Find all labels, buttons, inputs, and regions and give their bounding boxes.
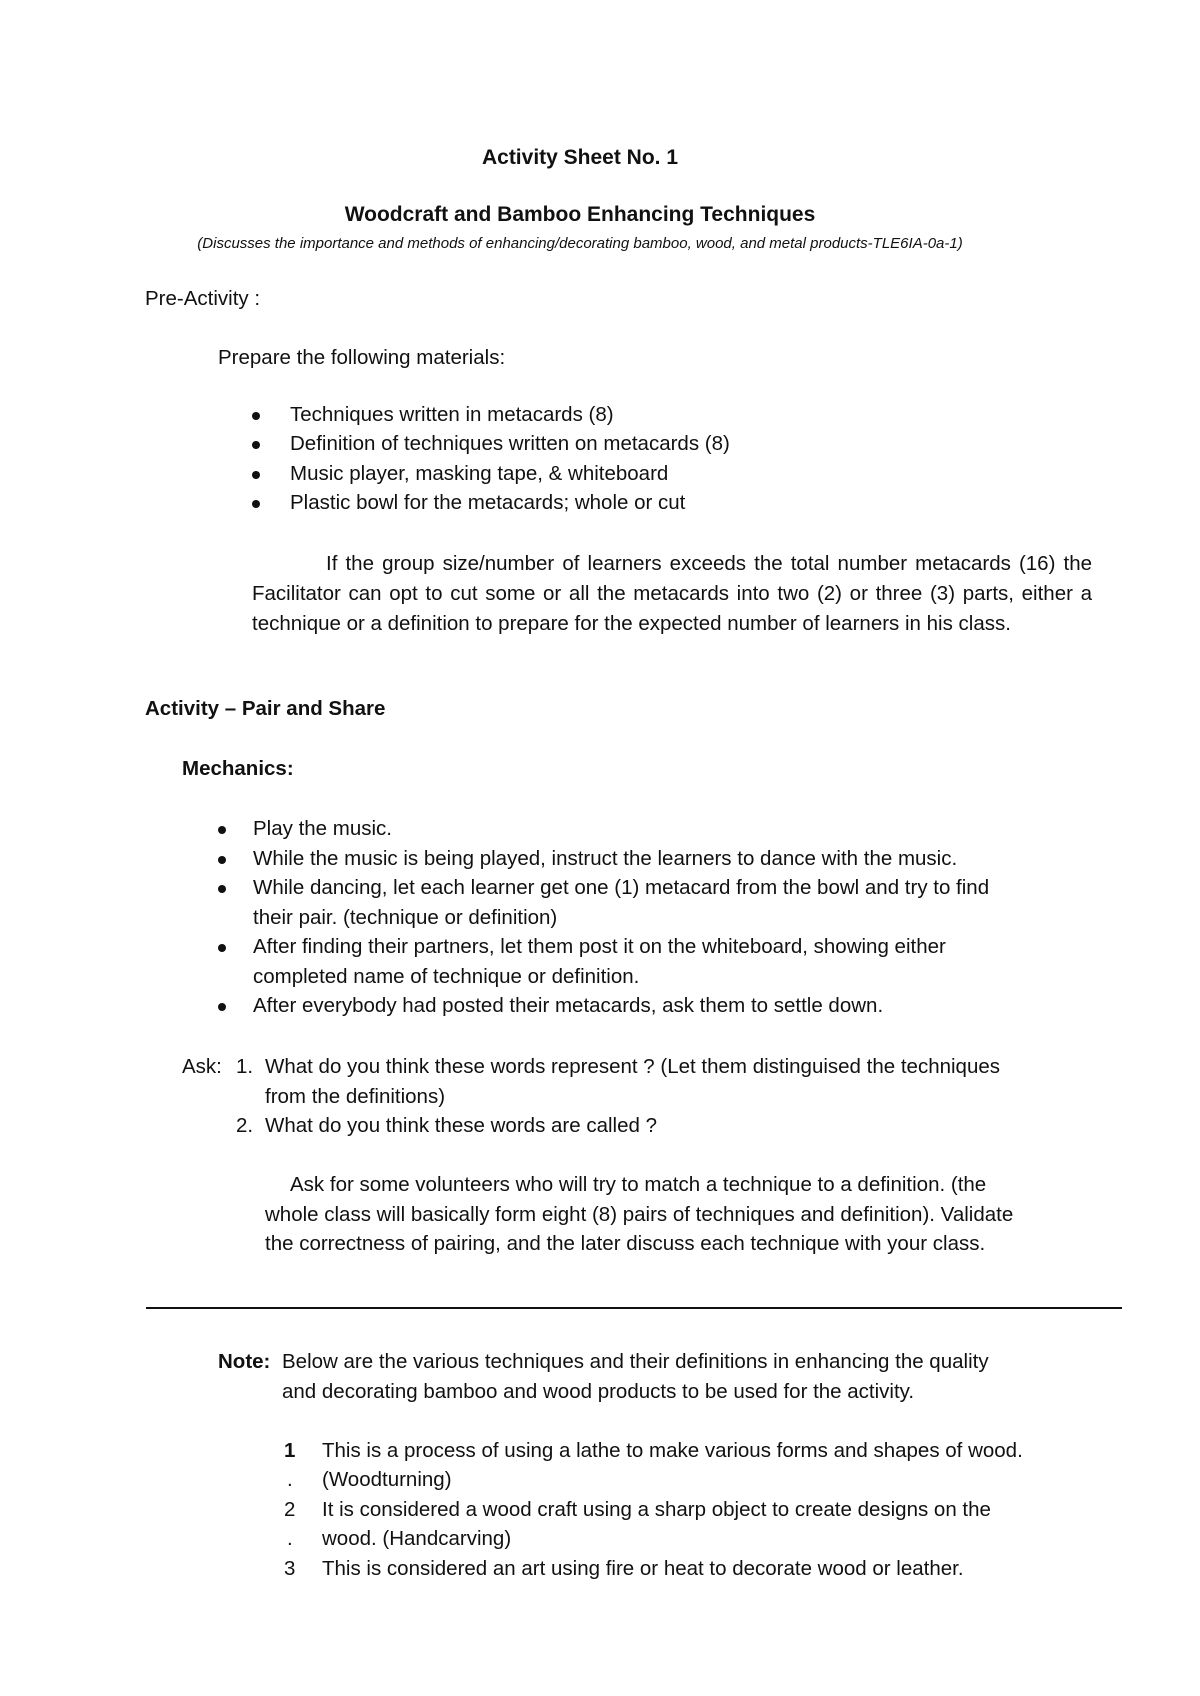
closing-line: the correctness of pairing, and the later discuss each technique with your class. (265, 1232, 986, 1255)
material-item: Music player, masking tape, & whiteboard (290, 462, 669, 485)
technique-number-dot: . (287, 1468, 293, 1491)
technique-number-dot: . (287, 1527, 293, 1550)
pre-activity-heading: Pre-Activity : (145, 287, 261, 310)
note-text: Below are the various techniques and their definitions in enhancing the quality (282, 1350, 989, 1373)
bullet-icon (252, 441, 260, 449)
question-number: 1. (236, 1055, 254, 1078)
bullet-icon (218, 826, 226, 834)
closing-line: whole class will basically form eight (8) pairs of techniques and definition). Validate (265, 1203, 1014, 1226)
technique-definition: This is a process of using a lathe to make various forms and shapes of wood. (322, 1439, 1023, 1462)
technique-number: 2 (284, 1498, 296, 1521)
technique-definition: It is considered a wood craft using a sharp object to create designs on the (322, 1498, 991, 1521)
question-number: 2. (236, 1114, 254, 1137)
activity-heading: Activity – Pair and Share (145, 697, 386, 720)
bullet-icon (218, 944, 226, 952)
note-label: Note: (218, 1350, 271, 1373)
subtitle: (Discusses the importance and methods of enhancing/decorating bamboo, wood, and metal products-TLE6IA-0a-1) (197, 235, 963, 252)
materials-intro: Prepare the following materials: (218, 346, 506, 369)
mechanics-step: While the music is being played, instruct the learners to dance with the music. (253, 847, 958, 870)
bullet-icon (252, 500, 260, 508)
material-item: Techniques written in metacards (8) (290, 403, 614, 426)
facilitator-paragraph: If the group size/number of learners exceeds the total number metacards (16) the Facilitator can opt to cut some or all the metacards into two (2) or three (3) parts, either a technique or a definition to prepare for the expected number of learners in his class. (252, 552, 1092, 635)
bullet-icon (252, 412, 260, 420)
technique-definition: This is considered an art using fire or heat to decorate wood or leather. (322, 1557, 964, 1580)
technique-definition-continued: wood. (Handcarving) (322, 1527, 512, 1550)
main-title: Woodcraft and Bamboo Enhancing Techniques (344, 203, 816, 226)
technique-number: 1 (284, 1439, 296, 1462)
ask-label: Ask: (182, 1055, 222, 1078)
bullet-icon (252, 471, 260, 479)
mechanics-step: Play the music. (253, 817, 392, 840)
mechanics-step-continued: completed name of technique or definition. (253, 965, 640, 988)
mechanics-step: After finding their partners, let them post it on the whiteboard, showing either (253, 935, 946, 958)
question-text-continued: from the definitions) (265, 1085, 446, 1108)
sheet-title: Activity Sheet No. 1 (481, 146, 679, 169)
mechanics-step: While dancing, let each learner get one (1) metacard from the bowl and try to find (253, 876, 990, 899)
technique-definition-continued: (Woodturning) (322, 1468, 452, 1491)
bullet-icon (218, 1003, 226, 1011)
mechanics-step-continued: their pair. (technique or definition) (253, 906, 558, 929)
material-item: Plastic bowl for the metacards; whole or cut (290, 491, 686, 514)
bullet-icon (218, 856, 226, 864)
mechanics-step: After everybody had posted their metacards, ask them to settle down. (253, 994, 884, 1017)
section-divider (146, 1307, 1122, 1309)
technique-number: 3 (284, 1557, 296, 1580)
material-item: Definition of techniques written on metacards (8) (290, 432, 730, 455)
bullet-icon (218, 885, 226, 893)
question-text: What do you think these words represent ? (Let them distinguised the techniques (265, 1055, 1001, 1078)
closing-line: Ask for some volunteers who will try to match a technique to a definition. (the (290, 1173, 987, 1196)
mechanics-heading: Mechanics: (182, 757, 294, 780)
note-text-continued: and decorating bamboo and wood products to be used for the activity. (282, 1380, 915, 1403)
question-text: What do you think these words are called ? (265, 1114, 657, 1137)
